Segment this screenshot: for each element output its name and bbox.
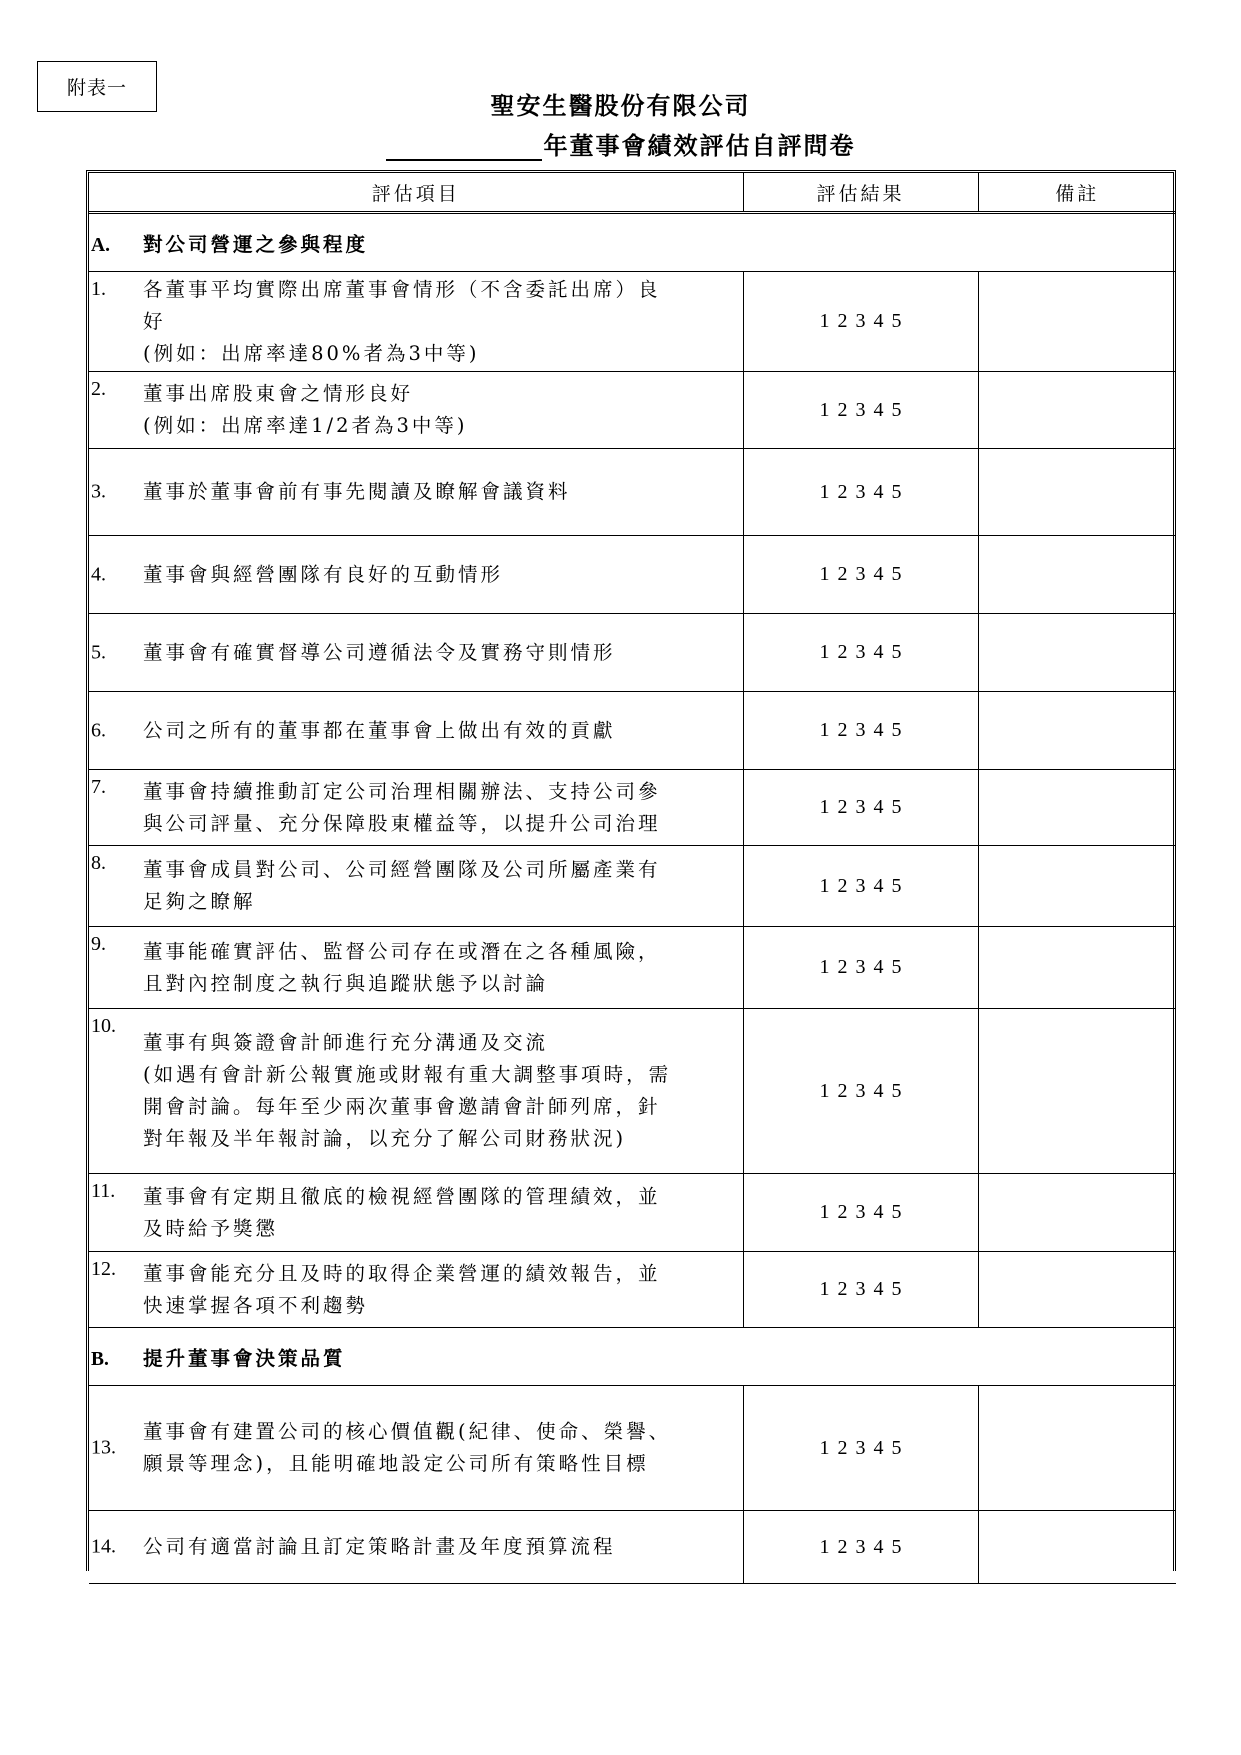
remark-cell[interactable] [978, 272, 1176, 372]
score-option-1[interactable]: 1 [819, 398, 830, 421]
item-text [89, 559, 743, 591]
table-row [89, 927, 1176, 1009]
item-number: 1. [91, 278, 106, 300]
score-option-1[interactable]: 1 [819, 1535, 830, 1558]
table-row [89, 692, 1176, 770]
remark-cell[interactable] [978, 1252, 1176, 1328]
score-cell [743, 846, 978, 927]
item-text [89, 1258, 743, 1322]
score-option-3[interactable]: 3 [855, 874, 866, 897]
section-title-cell [89, 213, 1176, 272]
score-option-1[interactable]: 1 [819, 563, 830, 585]
score-option-2[interactable]: 2 [837, 1079, 848, 1102]
item-text-line: 開會討論。每年至少兩次董事會邀請會計師列席，針 [143, 1095, 661, 1118]
item-text-line: 及時給予獎懲 [143, 1216, 279, 1240]
item-text-line: 各董事平均實際出席董事會情形（不含委託出席）良 [143, 277, 661, 301]
item-number: 14. [91, 1535, 116, 1558]
remark-cell[interactable] [978, 846, 1176, 927]
item-text-line: 董事有與簽證會計師進行充分溝通及交流 [143, 1031, 549, 1054]
item-number: 3. [91, 480, 106, 503]
form-title: 年董事會績效評估自評問卷 [543, 131, 856, 160]
score-option-1[interactable]: 1 [819, 796, 830, 818]
item-text-line: 董事出席股東會之情形良好 [143, 382, 414, 405]
remark-cell[interactable] [978, 1511, 1176, 1584]
section-row [89, 1328, 1176, 1386]
score-cell [743, 372, 978, 449]
section-letter: A. [91, 234, 110, 256]
score-option-5[interactable]: 5 [891, 1079, 902, 1102]
score-cell [743, 1386, 978, 1511]
score-option-5[interactable]: 5 [891, 1535, 902, 1558]
item-text [89, 936, 743, 1000]
score-cell [743, 1009, 978, 1174]
score-option-4[interactable]: 4 [873, 956, 884, 978]
attachment-label: 附表一 [37, 61, 157, 112]
evaluation-table-body [89, 173, 1176, 1584]
score-option-1[interactable]: 1 [819, 480, 830, 503]
item-cell [89, 536, 743, 614]
item-text-line: 董事會有確實督導公司遵循法令及實務守則情形 [143, 640, 616, 664]
score-option-4[interactable]: 4 [873, 1436, 884, 1459]
section-row [89, 213, 1176, 272]
score-cell [743, 770, 978, 846]
score-option-3[interactable]: 3 [855, 1201, 866, 1223]
item-text-line: 董事會與經營團隊有良好的互動情形 [143, 562, 504, 586]
item-number: 6. [91, 719, 106, 741]
item-text [89, 1531, 743, 1563]
score-option-5[interactable]: 5 [891, 1278, 902, 1300]
table-row [89, 536, 1176, 614]
score-option-2[interactable]: 2 [837, 641, 848, 663]
score-option-4[interactable]: 4 [873, 1201, 884, 1223]
item-text [89, 715, 743, 747]
score-option-2[interactable]: 2 [837, 1535, 848, 1558]
score-option-5[interactable]: 5 [891, 563, 902, 585]
remark-cell[interactable] [978, 770, 1176, 846]
table-row [89, 449, 1176, 536]
table-row [89, 614, 1176, 692]
item-text-line: (如遇有會計新公報實施或財報有重大調整事項時，需 [143, 1063, 672, 1086]
table-row [89, 770, 1176, 846]
item-text-line: 董事會能充分且及時的取得企業營運的績效報告，並 [143, 1261, 661, 1285]
table-row [89, 1009, 1176, 1174]
item-text-line: 董事能確實評估、監督公司存在或潛在之各種風險， [143, 939, 661, 963]
score-option-5[interactable]: 5 [891, 310, 902, 332]
section-letter: B. [91, 1348, 109, 1370]
item-text-line: 願景等理念)，且能明確地設定公司所有策略性目標 [143, 1452, 649, 1475]
score-option-5[interactable]: 5 [891, 1436, 902, 1459]
score-option-3[interactable]: 3 [855, 956, 866, 978]
item-text [89, 1181, 743, 1245]
item-number: 10. [91, 1015, 116, 1037]
score-option-1[interactable]: 1 [819, 1278, 830, 1300]
item-text-line: 與公司評量、充分保障股東權益等，以提升公司治理 [143, 811, 661, 835]
score-option-4[interactable]: 4 [873, 1079, 884, 1102]
item-text-line: 董事會有建置公司的核心價值觀(紀律、使命、榮譽、 [143, 1420, 672, 1443]
item-text [89, 1027, 743, 1155]
score-option-4[interactable]: 4 [873, 874, 884, 897]
table-row [89, 1511, 1176, 1584]
score-option-1[interactable]: 1 [819, 874, 830, 897]
item-cell [89, 614, 743, 692]
score-cell [743, 272, 978, 372]
score-option-1[interactable]: 1 [819, 1436, 830, 1459]
column-header-result: 評估結果 [743, 173, 978, 213]
score-option-4[interactable]: 4 [873, 563, 884, 585]
score-option-5[interactable]: 5 [891, 796, 902, 818]
item-cell [89, 372, 743, 449]
item-text-line: 董事會持續推動訂定公司治理相關辦法、支持公司參 [143, 779, 661, 803]
score-cell [743, 449, 978, 536]
company-name: 聖安生醫股份有限公司 [490, 91, 751, 120]
item-number: 11. [91, 1180, 116, 1202]
score-cell [743, 692, 978, 770]
item-cell [89, 1511, 743, 1584]
section-title: 對公司營運之參與程度 [143, 232, 369, 256]
item-text-line: 好 [143, 309, 166, 333]
item-cell [89, 1174, 743, 1252]
item-text-line: 快速掌握各項不利趨勢 [143, 1293, 369, 1317]
item-text-line: 且對內控制度之執行與追蹤狀態予以討論 [143, 971, 549, 995]
item-number: 4. [91, 563, 106, 585]
score-option-3[interactable]: 3 [855, 1436, 866, 1459]
item-cell [89, 1009, 743, 1174]
score-cell [743, 1252, 978, 1328]
item-text [89, 637, 743, 669]
item-number: 9. [91, 933, 106, 955]
item-cell [89, 1252, 743, 1328]
score-cell [743, 1511, 978, 1584]
item-text-line: 公司之所有的董事都在董事會上做出有效的貢獻 [143, 718, 616, 742]
remark-cell[interactable] [978, 1174, 1176, 1252]
table-row [89, 1386, 1176, 1511]
item-text-line: 公司有適當討論且訂定策略計畫及年度預算流程 [143, 1535, 616, 1558]
score-cell [743, 1174, 978, 1252]
section-title-cell [89, 1328, 1176, 1386]
remark-cell[interactable] [978, 1386, 1176, 1511]
score-option-2[interactable]: 2 [837, 956, 848, 978]
remark-cell[interactable] [978, 692, 1176, 770]
table-row [89, 1252, 1176, 1328]
score-option-4[interactable]: 4 [873, 796, 884, 818]
item-text [89, 776, 743, 840]
score-option-2[interactable]: 2 [837, 1278, 848, 1300]
score-option-3[interactable]: 3 [855, 398, 866, 421]
score-option-2[interactable]: 2 [837, 310, 848, 332]
item-text-line: 足夠之瞭解 [143, 890, 256, 913]
remark-cell[interactable] [978, 1009, 1176, 1174]
item-text [89, 476, 743, 508]
table-row [89, 272, 1176, 372]
score-option-1[interactable]: 1 [819, 1201, 830, 1223]
table-header-row [89, 173, 1176, 213]
score-option-2[interactable]: 2 [837, 398, 848, 421]
item-text-line: 董事會成員對公司、公司經營團隊及公司所屬產業有 [143, 858, 661, 881]
year-blank-field[interactable] [386, 137, 542, 161]
score-option-2[interactable]: 2 [837, 480, 848, 503]
score-option-3[interactable]: 3 [855, 641, 866, 663]
score-option-2[interactable]: 2 [837, 563, 848, 585]
score-option-3[interactable]: 3 [855, 1535, 866, 1558]
score-option-5[interactable]: 5 [891, 956, 902, 978]
item-cell [89, 846, 743, 927]
remark-cell[interactable] [978, 449, 1176, 536]
score-option-5[interactable]: 5 [891, 719, 902, 741]
score-option-3[interactable]: 3 [855, 1079, 866, 1102]
item-number: 13. [91, 1436, 116, 1459]
item-number: 2. [91, 378, 106, 400]
item-text [89, 854, 743, 918]
score-option-5[interactable]: 5 [891, 398, 902, 421]
table-row [89, 846, 1176, 927]
item-text [89, 1416, 743, 1480]
item-cell [89, 449, 743, 536]
evaluation-table [86, 170, 1176, 1571]
score-option-3[interactable]: 3 [855, 796, 866, 818]
score-option-4[interactable]: 4 [873, 310, 884, 332]
score-option-2[interactable]: 2 [837, 796, 848, 818]
item-number: 12. [91, 1258, 116, 1280]
item-cell [89, 1386, 743, 1511]
table-row [89, 372, 1176, 449]
item-text-line: 董事於董事會前有事先閱讀及瞭解會議資料 [143, 480, 571, 503]
remark-cell[interactable] [978, 927, 1176, 1009]
item-text-line: (例如：出席率達80%者為3中等) [143, 341, 480, 365]
section-title: 提升董事會決策品質 [143, 1346, 346, 1370]
score-option-3[interactable]: 3 [855, 1278, 866, 1300]
item-cell [89, 770, 743, 846]
item-cell [89, 927, 743, 1009]
score-option-3[interactable]: 3 [855, 563, 866, 585]
item-number: 8. [91, 852, 106, 874]
score-option-5[interactable]: 5 [891, 1201, 902, 1223]
score-option-3[interactable]: 3 [855, 310, 866, 332]
item-text-line: 對年報及半年報討論，以充分了解公司財務狀況) [143, 1127, 627, 1150]
score-option-5[interactable]: 5 [891, 874, 902, 897]
score-option-1[interactable]: 1 [819, 641, 830, 663]
remark-cell[interactable] [978, 372, 1176, 449]
column-header-remark: 備註 [978, 173, 1176, 213]
item-cell [89, 272, 743, 372]
score-option-4[interactable]: 4 [873, 1535, 884, 1558]
score-option-5[interactable]: 5 [891, 480, 902, 503]
score-option-4[interactable]: 4 [873, 1278, 884, 1300]
item-text-line: (例如：出席率達1/2者為3中等) [143, 414, 468, 437]
form-title-line [0, 126, 1241, 161]
score-option-4[interactable]: 4 [873, 398, 884, 421]
item-cell [89, 692, 743, 770]
score-option-2[interactable]: 2 [837, 1436, 848, 1459]
remark-cell[interactable] [978, 536, 1176, 614]
item-text-line: 董事會有定期且徹底的檢視經營團隊的管理績效，並 [143, 1184, 661, 1208]
score-option-1[interactable]: 1 [819, 719, 830, 741]
score-option-1[interactable]: 1 [819, 310, 830, 332]
item-number: 7. [91, 776, 106, 798]
score-option-5[interactable]: 5 [891, 641, 902, 663]
score-option-3[interactable]: 3 [855, 719, 866, 741]
item-text [89, 274, 743, 370]
column-header-item: 評估項目 [89, 173, 743, 213]
remark-cell[interactable] [978, 614, 1176, 692]
score-option-2[interactable]: 2 [837, 1201, 848, 1223]
score-option-4[interactable]: 4 [873, 719, 884, 741]
item-text [89, 378, 743, 442]
score-option-2[interactable]: 2 [837, 874, 848, 897]
score-cell [743, 536, 978, 614]
score-option-2[interactable]: 2 [837, 719, 848, 741]
score-option-1[interactable]: 1 [819, 1079, 830, 1102]
table-row [89, 1174, 1176, 1252]
score-option-1[interactable]: 1 [819, 956, 830, 978]
score-option-4[interactable]: 4 [873, 641, 884, 663]
item-number: 5. [91, 641, 106, 663]
score-option-3[interactable]: 3 [855, 480, 866, 503]
score-cell [743, 927, 978, 1009]
score-cell [743, 614, 978, 692]
score-option-4[interactable]: 4 [873, 480, 884, 503]
